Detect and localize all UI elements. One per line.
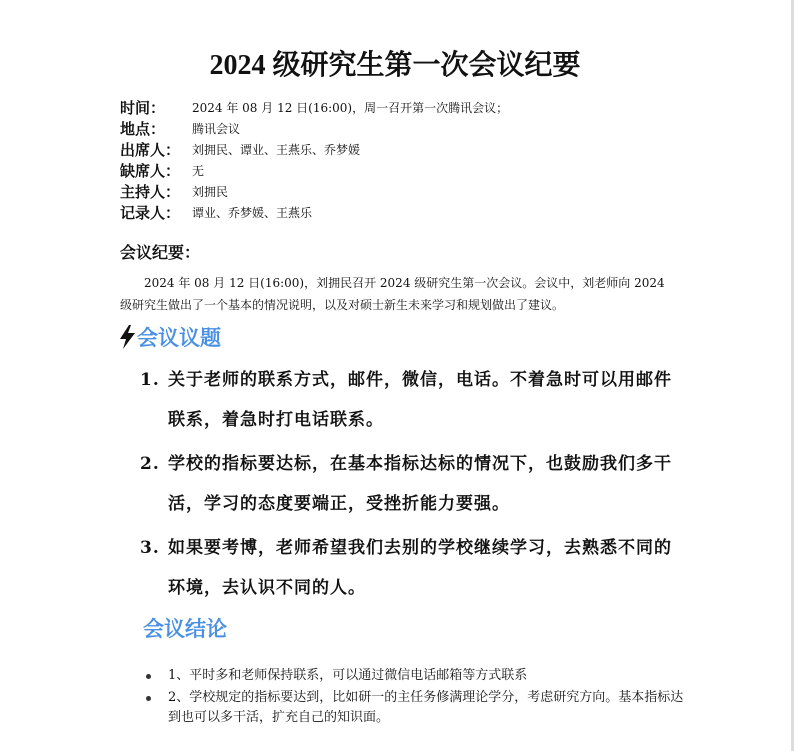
conclusion-heading: 会议结论	[143, 617, 227, 641]
meta-row-time	[120, 98, 720, 119]
meta-label: 记录人：	[120, 204, 181, 222]
topic-text: 如果要考博，老师希望我们去别的学校继续学习，去熟悉不同的环境，去认识不同的人。	[168, 538, 672, 598]
meta-label: 时间：	[120, 99, 166, 117]
meta-label: 地点：	[120, 120, 166, 138]
topic-number: 3.	[140, 538, 160, 558]
lightning-icon	[120, 325, 135, 349]
meta-row-location	[120, 119, 720, 140]
list-item	[140, 528, 680, 608]
topic-number: 2.	[140, 454, 160, 474]
topic-text: 学校的指标要达标，在基本指标达标的情况下，也鼓励我们多干活，学习的态度要端正，受挫折能力要强。	[168, 454, 672, 514]
meta-value: 腾讯会议	[192, 122, 241, 136]
meta-value: 2024 年 08 月 12 日(16:00)，周一召开第一次腾讯会议；	[192, 101, 509, 115]
meta-value: 刘拥民、谭业、王燕乐、乔梦媛	[192, 143, 361, 157]
topic-text: 关于老师的联系方式，邮件，微信，电话。不着急时可以用邮件联系，着急时打电话联系。	[168, 370, 672, 430]
topics-heading	[120, 322, 221, 352]
meta-label: 缺席人：	[120, 162, 181, 180]
list-item	[144, 688, 684, 728]
meta-value: 无	[192, 164, 205, 178]
meta-value: 谭业、乔梦媛、王燕乐	[192, 206, 313, 220]
minutes-heading: 会议纪要：	[120, 243, 201, 262]
meta-row-host	[120, 182, 720, 203]
meta-label: 出席人：	[120, 141, 181, 159]
bullet-icon	[146, 674, 151, 679]
list-item	[144, 666, 684, 686]
list-item	[140, 360, 680, 440]
topics-list	[140, 360, 680, 612]
document-title: 2024 级研究生第一次会议纪要	[209, 50, 581, 81]
conclusion-text: 2、学校规定的指标要达到，比如研一的主任务修满理论学分，考虑研究方向。基本指标达到也可以多干活，扩充自己的知识面。	[168, 690, 684, 725]
conclusions-list	[144, 666, 684, 730]
meta-label: 主持人：	[120, 183, 181, 201]
meta-row-attendees	[120, 140, 720, 161]
minutes-paragraph: 2024 年 08 月 12 日(16:00)，刘拥民召开 2024 级研究生第一次会议。会议中，刘老师向 2024 级研究生做出了一个基本的情况说明，以及对硕士新生未来学习和规划做出了建议。	[120, 276, 665, 312]
meta-value: 刘拥民	[192, 185, 229, 199]
meta-row-recorder	[120, 203, 720, 224]
meta-row-absent	[120, 161, 720, 182]
topics-heading-text: 会议议题	[137, 326, 221, 350]
conclusion-text: 1、平时多和老师保持联系，可以通过微信电话邮箱等方式联系	[168, 668, 528, 683]
bullet-icon	[146, 696, 151, 701]
meeting-info	[120, 98, 720, 224]
topic-number: 1.	[140, 370, 160, 390]
list-item	[140, 444, 680, 524]
